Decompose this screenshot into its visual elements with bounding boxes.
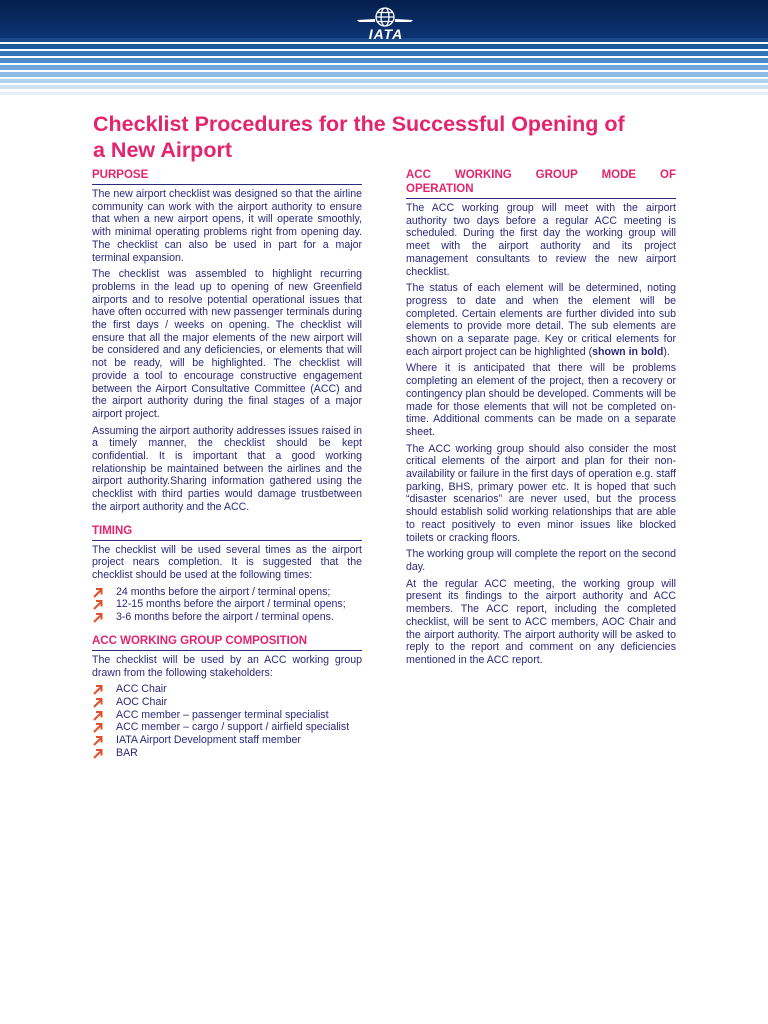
paragraph: The new airport checklist was designed so that the airline community can work with the airport authority to ensure that when a new airport opens, it will operate smoothly, with minimal operating problems right from opening day. The checklist can also be used in part for a major terminal expansion. (92, 188, 362, 264)
list-item-text: AOC Chair (116, 695, 168, 708)
list-item (92, 709, 362, 722)
list-item-text: 12-15 months before the airport / terminal opens; (116, 598, 346, 611)
composition-list (92, 683, 362, 759)
list-item (92, 683, 362, 696)
arrow-up-right-icon (92, 587, 103, 598)
list-item (92, 598, 362, 611)
list-item-text: IATA Airport Development staff member (116, 734, 301, 747)
paragraph: The checklist will be used several times as the airport project nears completion. It is suggested that the checklist should be used at the following times: (92, 543, 362, 581)
list-item (92, 611, 362, 624)
list-item-text: 24 months before the airport / terminal opens; (116, 585, 331, 598)
title-line: Checklist Procedures for the Successful Opening of (93, 112, 625, 136)
paragraph: Where it is anticipated that there will be problems completing an element of the project, then a recovery or contingency plan should be developed. Comments will be made for those elements that will not be completed on-time. Additional comments can be made on a separate sheet. (406, 362, 676, 438)
arrow-up-right-icon (92, 599, 103, 610)
section-heading-composition: ACC WORKING GROUP COMPOSITION (92, 634, 362, 651)
paragraph: The ACC working group will meet with the airport authority two days before a regular ACC meeting is scheduled. During the first day the working group will meet with the airport authority and its project management consultants to review the new airport checklist. (406, 202, 676, 278)
left-column (92, 168, 362, 763)
list-item-text: ACC member – passenger terminal specialist (116, 708, 329, 721)
paragraph: The checklist was assembled to highlight recurring problems in the lead up to opening of new Greenfield airports and to resolve potential operational issues that have often occurred with new passenger terminals during the first days / weeks on opening. The checklist will ensure that all the major elements of the new airport will be considered and any deficiencies, or elements that will not be ready, will be highlighted. The checklist will provide a tool to encourage constructive engagement between the Airport Consultative Committee (ACC) and the airport authority during the final stages of a major airport project. (92, 268, 362, 420)
section-heading-purpose: PURPOSE (92, 168, 362, 185)
paragraph: At the regular ACC meeting, the working group will present its findings to the airport authority and ACC members. The ACC report, including the completed checklist, will be sent to ACC members, AOC Chair and the airport authority. The airport authority will be asked to reply to the report and comment on any deficiencies mentioned in the ACC report. (406, 577, 676, 666)
section-heading-mode-of-operation (406, 168, 676, 199)
bold-text: shown in bold (592, 345, 664, 358)
paragraph: The checklist will be used by an ACC working group drawn from the following stakeholders: (92, 653, 362, 679)
arrow-up-right-icon (92, 735, 103, 746)
list-item (92, 586, 362, 599)
page-title (93, 111, 683, 163)
right-column (406, 168, 676, 671)
banner-stripe (0, 92, 768, 95)
list-item (92, 721, 362, 734)
list-item (92, 696, 362, 709)
arrow-up-right-icon (92, 722, 103, 733)
list-item-text: ACC member – cargo / support / airfield specialist (116, 721, 350, 734)
paragraph: The working group will complete the report on the second day. (406, 548, 676, 573)
arrow-up-right-icon (92, 748, 103, 759)
arrow-up-right-icon (92, 710, 103, 721)
header-banner (0, 0, 768, 100)
paragraph (406, 282, 676, 358)
paragraph-text: The status of each element will be determined, noting progress to date and when the element will be completed. Certain elements are further divided into sub elements to provide more detail. The sub elements are shown on a separate page. Key or critical elements for each airport project can be highlighted ( (406, 282, 676, 358)
paragraph: Assuming the airport authority addresses issues raised in a timely manner, the checklist should be kept confidential. It is important that a good working relationship be maintained between the airlines and the airport authority.Sharing information gathered using the checklist with third parties would damage trustbetween the airport authority and the ACC. (92, 424, 362, 513)
heading-line: ACC WORKING GROUP MODE OF (406, 169, 676, 181)
paragraph: The ACC working group should also consider the most critical elements of the airport and plan for their non-availability or failure in the first days of operation e.g. staff parking, BHS, primary power etc. It is hoped that such “disaster scenarios” are never used, but the process should establish solid working relationships that are able to react positively to even minor issues like blocked toilets or cracking floors. (406, 442, 676, 544)
arrow-up-right-icon (92, 684, 103, 695)
list-item (92, 734, 362, 747)
list-item (92, 747, 362, 760)
arrow-up-right-icon (92, 612, 103, 623)
timing-list (92, 586, 362, 624)
list-item-text: 3-6 months before the airport / terminal opens. (116, 611, 334, 624)
paragraph-text: ). (663, 345, 670, 358)
section-heading-timing: TIMING (92, 524, 362, 541)
arrow-up-right-icon (92, 697, 103, 708)
list-item-text: ACC Chair (116, 683, 167, 696)
heading-line: OPERATION (406, 183, 474, 195)
title-line: a New Airport (93, 138, 232, 162)
list-item-text: BAR (116, 746, 138, 759)
logo-text: IATA (368, 26, 404, 42)
